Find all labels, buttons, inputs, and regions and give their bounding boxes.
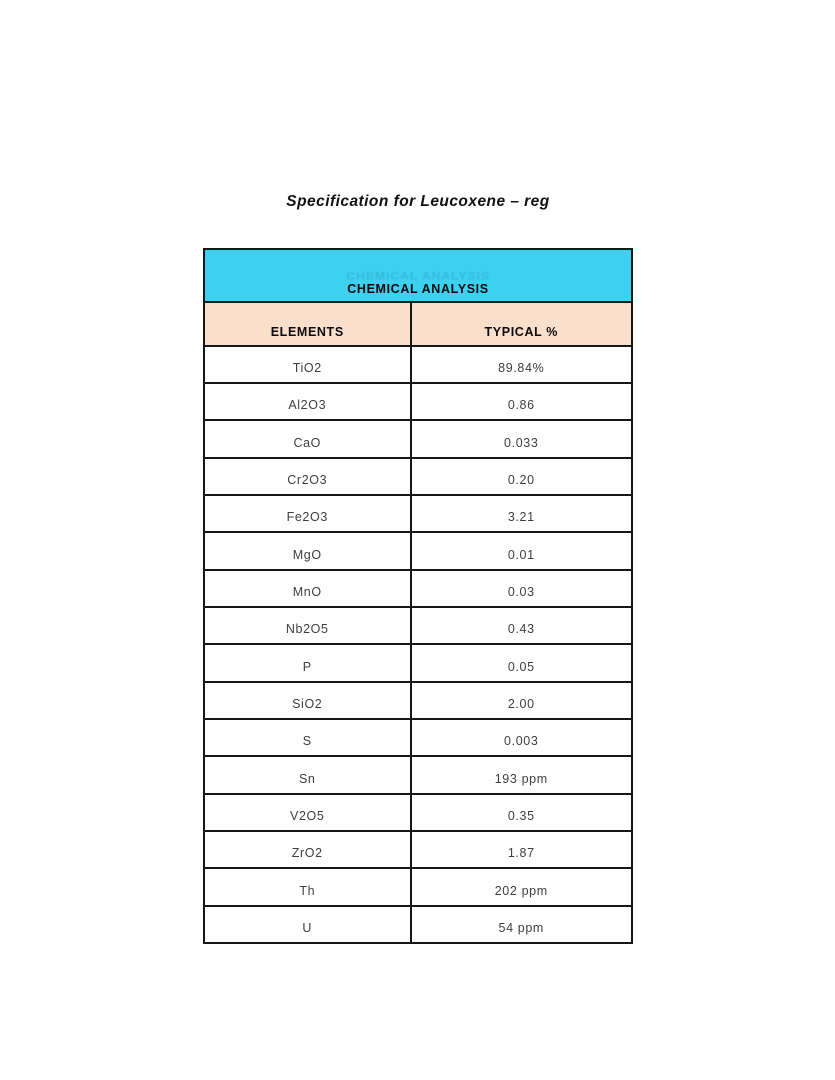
typical-value-cell: 0.43 xyxy=(507,622,535,637)
table-row xyxy=(205,531,631,568)
typical-value-cell: 0.86 xyxy=(507,398,535,413)
typical-value-cell: 3.21 xyxy=(507,510,535,525)
table-body xyxy=(205,345,631,943)
element-cell: U xyxy=(205,907,412,942)
table-row xyxy=(205,793,631,830)
element-cell: CaO xyxy=(205,421,412,456)
element-cell: Al2O3 xyxy=(205,384,412,419)
table-row xyxy=(205,643,631,680)
ghost-text: CHEMICAL ANALYSIS xyxy=(346,269,490,282)
table-header-label: CHEMICAL ANALYSIS xyxy=(347,281,489,296)
chemical-analysis-header xyxy=(205,250,631,301)
page-title: Specification for Leucoxene – reg xyxy=(286,193,550,210)
typical-value-cell: 202 ppm xyxy=(494,883,548,898)
typical-value-cell: 193 ppm xyxy=(494,771,548,786)
table-row xyxy=(205,681,631,718)
typical-value-cell: 0.03 xyxy=(507,584,535,599)
table-row xyxy=(205,457,631,494)
table-row xyxy=(205,867,631,904)
table-row xyxy=(205,569,631,606)
column-header-elements: ELEMENTS xyxy=(205,303,412,345)
typical-value-cell: 0.05 xyxy=(507,659,535,674)
element-cell: Th xyxy=(205,869,412,904)
typical-value-cell: 0.033 xyxy=(504,435,539,450)
element-cell: V2O5 xyxy=(205,795,412,830)
typical-value-cell: 0.20 xyxy=(507,472,535,487)
table-row xyxy=(205,606,631,643)
element-cell: MgO xyxy=(205,533,412,568)
element-cell: SiO2 xyxy=(205,683,412,718)
chemical-analysis-table xyxy=(203,248,633,944)
typical-value-cell: 89.84% xyxy=(498,360,545,375)
table-row xyxy=(205,755,631,792)
typical-value-cell: 0.003 xyxy=(504,734,539,749)
table-row xyxy=(205,830,631,867)
typical-value-cell: 54 ppm xyxy=(498,921,544,935)
typical-value-cell: 1.87 xyxy=(507,846,535,861)
table-row xyxy=(205,718,631,755)
element-cell: ZrO2 xyxy=(205,832,412,867)
table-row xyxy=(205,419,631,456)
element-cell: P xyxy=(205,645,412,680)
typical-value-cell: 0.01 xyxy=(507,547,535,562)
table-subheader-row xyxy=(205,301,631,345)
table-row xyxy=(205,345,631,382)
element-cell: Cr2O3 xyxy=(205,459,412,494)
element-cell: S xyxy=(205,720,412,755)
element-cell: Nb2O5 xyxy=(205,608,412,643)
element-cell: Sn xyxy=(205,757,412,792)
element-cell: Fe2O3 xyxy=(205,496,412,531)
table-row xyxy=(205,382,631,419)
table-row xyxy=(205,905,631,942)
element-cell: MnO xyxy=(205,571,412,606)
table-row xyxy=(205,494,631,531)
element-cell: TiO2 xyxy=(205,347,412,382)
column-header-typical: TYPICAL % xyxy=(484,324,558,339)
typical-value-cell: 2.00 xyxy=(507,696,535,711)
typical-value-cell: 0.35 xyxy=(507,808,535,823)
